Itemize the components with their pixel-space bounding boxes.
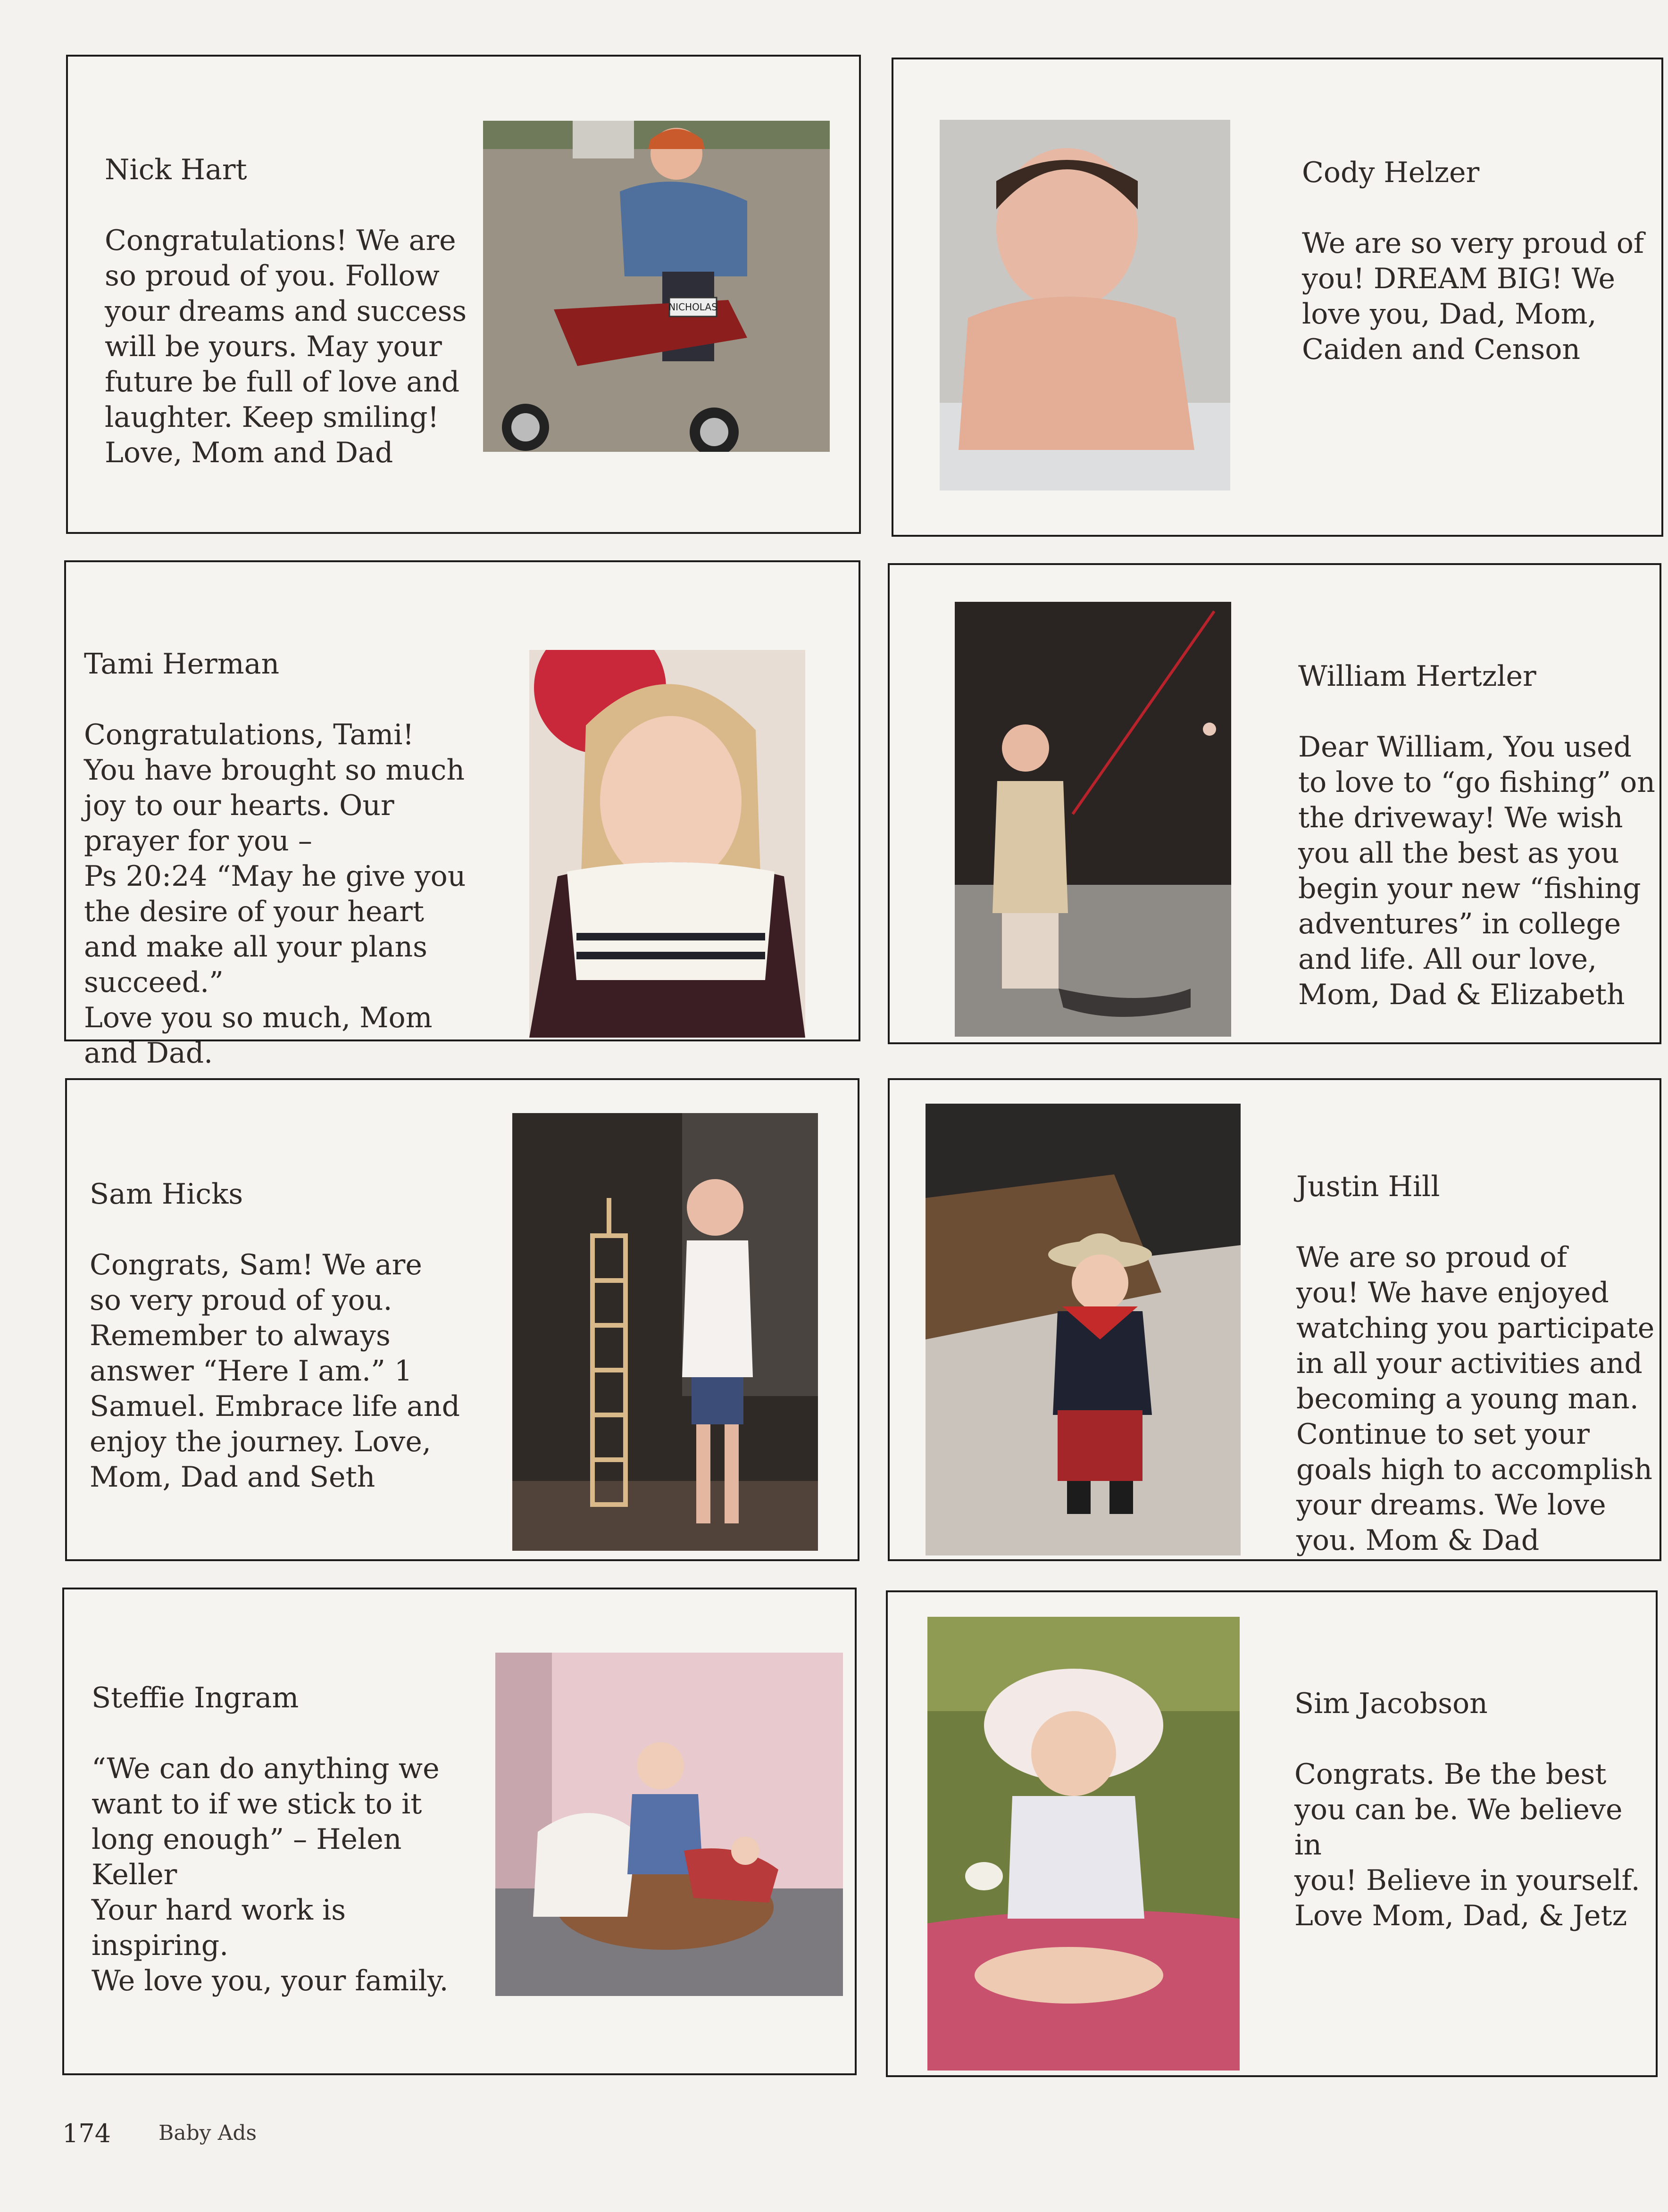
ad-box-cody-helzer: [892, 58, 1663, 537]
ad-message: We are so very proud of you! DREAM BIG! We love you, Dad, Mom, Caiden and Censon: [1302, 227, 1644, 366]
ad-text: [105, 117, 467, 506]
ad-text: [92, 1645, 449, 2034]
photo-boy-with-block-tower: [512, 1113, 818, 1551]
ad-text: [1296, 1134, 1654, 1594]
ad-box-sim-jacobson: [886, 1590, 1658, 2077]
ad-message: “We can do anything we want to if we stick to it long enough” – Helen Keller Your hard work is inspiring. We love you, your family.: [92, 1752, 449, 1997]
ad-name: Cody Helzer: [1302, 156, 1480, 189]
ad-box-justin-hill: [888, 1078, 1661, 1561]
photo-boy-on-tricycle: [483, 121, 830, 452]
photo-baby-in-sun-hat: [927, 1617, 1240, 2071]
ad-name: Steffie Ingram: [92, 1681, 299, 1714]
ad-message: Congratulations! We are so proud of you. Follow your dreams and success will be yours. May your future be full of love and laughter. Keep smiling! Love, Mom and Dad: [105, 224, 467, 469]
ad-name: Sim Jacobson: [1294, 1687, 1488, 1720]
ad-text: [90, 1141, 460, 1530]
ad-text: [1302, 120, 1644, 403]
ad-message: Dear William, You used to love to “go fishing” on the driveway! We wish you all the best as you begin your new “fishing adventures” in college and life. All our love, Mom, Dad & Elizabeth: [1298, 731, 1655, 1011]
ad-box-tami-herman: [64, 560, 860, 1070]
photo-boy-fishing: [955, 602, 1231, 1037]
ad-name: William Hertzler: [1298, 660, 1536, 693]
ad-text: [1298, 624, 1655, 1048]
ad-name: Justin Hill: [1296, 1170, 1440, 1203]
section-title: Baby Ads: [158, 2121, 257, 2145]
ad-box-steffie-ingram: [62, 1588, 857, 2075]
photo-boy-in-bath: [940, 120, 1230, 491]
ad-message: We are so proud of you! We have enjoyed watching you participate in all your activities and becoming a young man. Continue to set your goals high to accomplish your dreams. We love you. Mom & Dad: [1296, 1241, 1655, 1557]
page-number: 174: [62, 2119, 111, 2148]
photo-girl-portrait: [529, 650, 805, 1038]
ad-box-nick-hart: [66, 55, 861, 534]
ad-message: Congrats. Be the best you can be. We believe in you! Believe in yourself. Love Mom, Dad, & Jetz: [1294, 1758, 1640, 1932]
ad-text: [84, 611, 466, 1106]
tricycle-plate-label: NICHOLAS: [668, 301, 717, 313]
ad-box-sam-hicks: [65, 1078, 859, 1561]
ad-name: Sam Hicks: [90, 1178, 243, 1211]
ad-box-william-hertzler: [888, 563, 1661, 1044]
ad-name: Nick Hart: [105, 153, 247, 186]
photo-boy-in-cowboy-hat: [926, 1104, 1241, 1555]
photo-toddler-in-basket: [495, 1653, 843, 1996]
ad-text: [1294, 1651, 1656, 1969]
ad-name: Tami Herman: [84, 648, 280, 681]
ad-message: Congrats, Sam! We are so very proud of you. Remember to always answer “Here I am.” 1 Samuel. Embrace life and enjoy the journey. Love, Mom, Dad and Seth: [90, 1248, 460, 1494]
ad-message: Congratulations, Tami! You have brought so much joy to our hearts. Our prayer for you – Ps 20:24 “May he give you the desire of your heart and make all your plans succeed.” Love you so much, Mom and Dad.: [84, 718, 466, 1070]
